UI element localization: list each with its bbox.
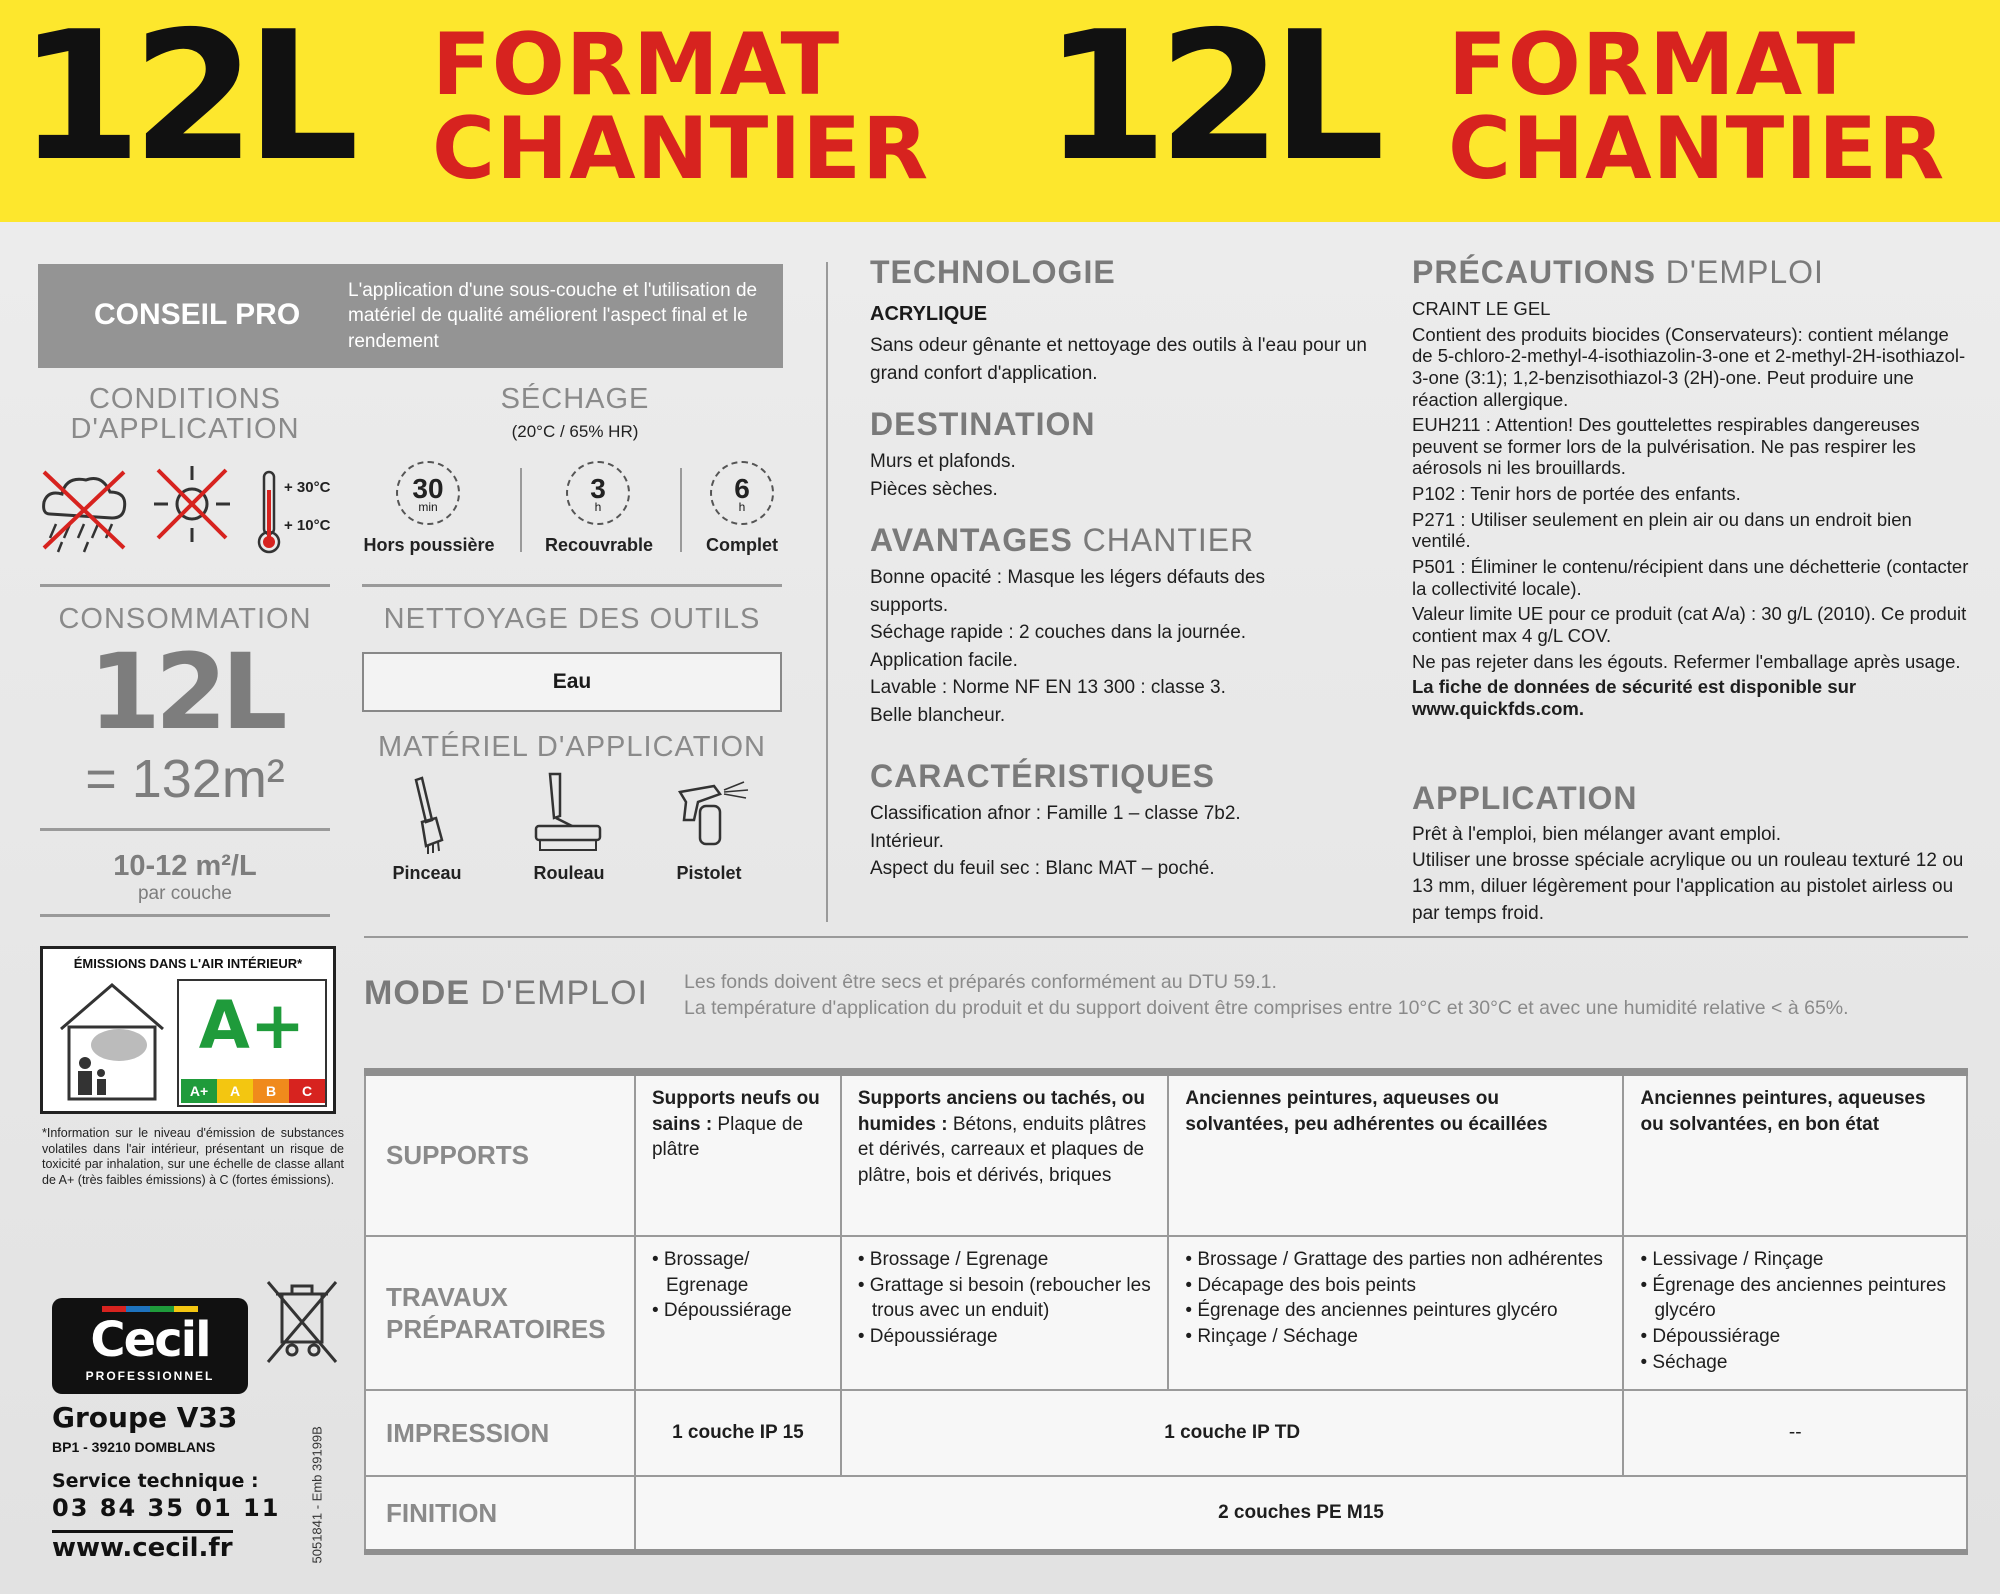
technologie-type: ACRYLIQUE bbox=[870, 303, 988, 325]
table-cell: 1 couche IP TD bbox=[841, 1390, 1624, 1476]
row-header-travaux-line2: PRÉPARATOIRES bbox=[386, 1314, 606, 1344]
table-cell: 1 couche IP 15 bbox=[635, 1390, 841, 1476]
bullet-item: • Grattage si besoin (reboucher les trous avec un enduit) bbox=[857, 1274, 1151, 1322]
cecil-logo-sub: PROFESSIONNEL bbox=[85, 1369, 215, 1383]
mode-text bbox=[684, 970, 1974, 1021]
mode-heading bbox=[364, 976, 648, 1010]
nettoyage-value-box: Eau bbox=[362, 652, 782, 712]
avantages-line: Séchage rapide : 2 couches dans la journée. bbox=[870, 622, 1247, 644]
consommation-rate: 10-12 m²/L bbox=[113, 850, 257, 882]
tool-pistolet-label: Pistolet bbox=[676, 863, 742, 883]
avantages-line: Lavable : Norme NF EN 13 300 : classe 3. bbox=[870, 677, 1226, 699]
bullet-item: • Égrenage des anciennes peintures glycéro bbox=[1640, 1274, 1947, 1322]
table-cell bbox=[1168, 1072, 1623, 1236]
table-cell bbox=[635, 1072, 841, 1236]
house-icon bbox=[57, 979, 167, 1103]
sechage-subtitle: (20°C / 65% HR) bbox=[511, 422, 639, 441]
weee-bin-icon bbox=[264, 1278, 340, 1366]
precautions-fds: La fiche de données de sécurité est disponible sur www.quickfds.com. bbox=[1412, 676, 1857, 719]
brand-group: Groupe V33 bbox=[52, 1401, 238, 1434]
drying-recoat-value: 3 bbox=[590, 473, 606, 504]
consommation-volume: 12L bbox=[88, 631, 282, 753]
destination-heading: DESTINATION bbox=[870, 406, 1096, 442]
drying-complete-label: Complet bbox=[706, 535, 778, 555]
table-cell bbox=[841, 1072, 1169, 1236]
chantier-label-left: CHANTIER bbox=[432, 99, 930, 199]
table-cell bbox=[1623, 1236, 1967, 1390]
row-header-travaux bbox=[365, 1236, 635, 1390]
divider bbox=[680, 468, 682, 552]
emissions-note: *Information sur le niveau d'émission de substances volatiles dans l'air intérieur, présentant un risque de toxicité par inhalation, sur une échelle de classe allant de A+ (très faibles émissions) à C (fortes émissions). bbox=[42, 1126, 344, 1187]
table-row bbox=[365, 1072, 1967, 1236]
scale-a: A bbox=[217, 1079, 253, 1103]
table-row bbox=[365, 1390, 1967, 1476]
top-banner bbox=[0, 0, 2000, 222]
materiel-title: MATÉRIEL D'APPLICATION bbox=[378, 731, 766, 763]
cell-bold: Anciennes peintures, aqueuses ou solvantées, en bon état bbox=[1640, 1088, 1926, 1135]
drying-recoat-unit: h bbox=[594, 500, 602, 514]
consommation-area: = 132m² bbox=[85, 749, 285, 809]
precautions-line: P271 : Utiliser seulement en plein air ou dans un endroit bien ventilé. bbox=[1412, 508, 1912, 552]
application-line: Prêt à l'emploi, bien mélanger avant emploi. bbox=[1412, 824, 1782, 845]
table-cell bbox=[635, 1236, 841, 1390]
consommation-rate-note: par couche bbox=[137, 883, 232, 904]
precautions-line: Ne pas rejeter dans les égouts. Refermer l'emballage après usage. bbox=[1412, 650, 1961, 672]
avantages-line: Application facile. bbox=[870, 649, 1018, 671]
spray-gun-icon bbox=[674, 780, 752, 850]
drying-dust-label: Hors poussière bbox=[363, 535, 495, 555]
bullet-item: • Brossage / Egrenage bbox=[857, 1249, 1049, 1270]
drying-time-complete-icon bbox=[710, 461, 774, 525]
cell-text: Bétons, enduits plâtres et dérivés, carreaux et plaques de plâtre, bois et dérivés, briques bbox=[857, 1113, 1147, 1186]
caracteristiques-line: Classification afnor : Famille 1 – classe 7b2. bbox=[870, 803, 1241, 824]
conseil-pro-box bbox=[38, 264, 783, 368]
caracteristiques-heading: CARACTÉRISTIQUES bbox=[870, 758, 1215, 794]
cell-text: Plaque de plâtre bbox=[651, 1113, 804, 1161]
bullet-item: • Décapage des bois peints bbox=[1185, 1274, 1416, 1296]
divider bbox=[364, 936, 1968, 938]
brush-icon bbox=[402, 776, 452, 856]
cell-bold: Supports anciens ou tachés, ou humides : bbox=[857, 1088, 1146, 1135]
conditions-title-line1: CONDITIONS bbox=[88, 383, 282, 415]
table-cell: -- bbox=[1623, 1390, 1967, 1476]
precautions-heading-bold: PRÉCAUTIONS bbox=[1412, 254, 1656, 290]
precautions-line: Valeur limite UE pour ce produit (cat A/a) : 30 g/L (2010). Ce produit contient max 4 g/L COV. bbox=[1412, 603, 1967, 646]
conditions-title-line2: D'APPLICATION bbox=[70, 413, 300, 446]
table-row bbox=[365, 1236, 1967, 1390]
cell-bold: Supports neufs ou sains : bbox=[651, 1088, 820, 1135]
caracteristiques-line: Intérieur. bbox=[870, 830, 944, 852]
tool-pinceau-label: Pinceau bbox=[392, 863, 462, 883]
scale-c: C bbox=[289, 1079, 325, 1103]
brand-phone: 03 84 35 01 11 bbox=[52, 1494, 281, 1522]
bullet-item: • Brossage / Grattage des parties non adhérentes bbox=[1185, 1249, 1603, 1270]
avantages-heading-light: CHANTIER bbox=[1082, 522, 1255, 558]
no-rain-icon bbox=[36, 462, 132, 558]
drying-complete-value: 6 bbox=[734, 473, 750, 504]
precautions-line: CRAINT LE GEL bbox=[1412, 298, 1551, 319]
caracteristiques-text bbox=[870, 800, 1370, 883]
divider bbox=[520, 468, 522, 552]
row-header-finition: FINITION bbox=[365, 1476, 635, 1552]
consommation-title: CONSOMMATION bbox=[58, 603, 312, 635]
divider bbox=[40, 914, 330, 917]
table-cell bbox=[1168, 1236, 1623, 1390]
precautions-line: P102 : Tenir hors de portée des enfants. bbox=[1412, 483, 1741, 505]
row-header-supports: SUPPORTS bbox=[365, 1072, 635, 1236]
emissions-label bbox=[40, 946, 336, 1114]
precautions-line: EUH211 : Attention! Des gouttelettes respirables dangereuses peuvent se former lors de la pulvérisation. Ne pas respirer les aérosols ni les brouillards. bbox=[1412, 414, 1920, 479]
mode-heading-light: D'EMPLOI bbox=[480, 974, 648, 1012]
temp-min: + 10°C bbox=[284, 517, 331, 534]
table-cell: 2 couches PE M15 bbox=[635, 1476, 1967, 1552]
drying-dust-value: 30 bbox=[412, 473, 444, 504]
brand-address: BP1 - 39210 DOMBLANS bbox=[52, 1439, 216, 1455]
emissions-grade: A+ bbox=[198, 987, 306, 1064]
drying-complete-unit: h bbox=[738, 500, 746, 514]
roller-icon bbox=[532, 772, 604, 856]
conseil-pro-title: CONSEIL PRO bbox=[94, 298, 301, 331]
mode-heading-bold: MODE bbox=[364, 974, 470, 1012]
row-header-impression: IMPRESSION bbox=[365, 1390, 635, 1476]
application-text bbox=[1412, 822, 1978, 927]
scale-b: B bbox=[253, 1079, 289, 1103]
tool-rouleau-label: Rouleau bbox=[533, 863, 605, 883]
divider bbox=[40, 828, 330, 831]
avantages-heading bbox=[870, 524, 1254, 556]
precautions-heading bbox=[1412, 256, 1824, 288]
caracteristiques-line: Aspect du feuil sec : Blanc MAT – poché. bbox=[870, 858, 1215, 880]
cell-bold: Anciennes peintures, aqueuses ou solvantées, peu adhérentes ou écaillées bbox=[1185, 1088, 1548, 1135]
bullet-item: • Égrenage des anciennes peintures glycéro bbox=[1185, 1300, 1558, 1322]
no-sun-icon bbox=[150, 462, 234, 546]
precautions-line: Contient des produits biocides (Conservateurs): contient mélange de 5-chloro-2-methyl-4-isothiazolin-3-one et 2-methyl-2H-isothiazol-3-one (3:1); 1,2-benzisothiazol-3 (2H)-one. Peut produire une réaction allergique. bbox=[1412, 323, 1966, 410]
sechage-title: SÉCHAGE bbox=[500, 383, 650, 415]
bullet-item: • Rinçage / Séchage bbox=[1185, 1325, 1358, 1347]
divider bbox=[362, 584, 782, 587]
temp-max: + 30°C bbox=[284, 479, 331, 496]
row-header-travaux-line1: TRAVAUX bbox=[386, 1281, 508, 1312]
destination-text bbox=[870, 448, 1370, 503]
nettoyage-title: NETTOYAGE DES OUTILS bbox=[383, 603, 761, 635]
bullet-item: • Dépoussiérage bbox=[651, 1300, 792, 1322]
table-row bbox=[365, 1476, 1967, 1552]
thermometer-icon bbox=[256, 470, 282, 556]
format-label-left: FORMAT bbox=[432, 15, 841, 115]
barcode-code: 5051841 - Emb 39199B bbox=[309, 1426, 325, 1564]
destination-line: Pièces sèches. bbox=[870, 478, 998, 500]
drying-time-dust-icon bbox=[396, 461, 460, 525]
emissions-title: ÉMISSIONS DANS L'AIR INTÉRIEUR* bbox=[73, 956, 303, 971]
cecil-logo bbox=[52, 1298, 248, 1394]
chantier-label-right: CHANTIER bbox=[1448, 99, 1946, 199]
precautions-line: P501 : Éliminer le contenu/récipient dans une déchetterie (contacter la collectivité locale). bbox=[1412, 556, 1969, 599]
mode-emploi-table bbox=[364, 1068, 1968, 1555]
application-heading: APPLICATION bbox=[1412, 780, 1638, 816]
application-line: Utiliser une brosse spéciale acrylique ou un rouleau texturé 12 ou 13 mm, diluer légèrement pour l'application au pistolet airless ou par temps froid. bbox=[1412, 850, 1964, 924]
drying-recoat-label: Recouvrable bbox=[544, 535, 654, 555]
cecil-logo-name: Cecil bbox=[90, 1312, 210, 1368]
drying-time-recoat-icon bbox=[566, 461, 630, 525]
brand-url: www.cecil.fr bbox=[52, 1530, 233, 1561]
avantages-heading-bold: AVANTAGES bbox=[870, 522, 1073, 558]
technologie-text: Sans odeur gênante et nettoyage des outils à l'eau pour un grand confort d'application. bbox=[870, 335, 1367, 384]
technologie-heading: TECHNOLOGIE bbox=[870, 254, 1116, 290]
avantages-line: Belle blancheur. bbox=[870, 704, 1006, 726]
mode-line: La température d'application du produit et du support doivent être comprises entre 10°C et 30°C et avec une humidité relative < à 65%. bbox=[684, 996, 1849, 1019]
grade-box bbox=[177, 979, 327, 1107]
avantages-line: Bonne opacité : Masque les légers défauts des supports. bbox=[870, 567, 1266, 616]
drying-dust-unit: min bbox=[418, 500, 438, 514]
bullet-item: • Lessivage / Rinçage bbox=[1640, 1249, 1824, 1270]
table-cell bbox=[841, 1236, 1169, 1390]
format-label-right: FORMAT bbox=[1448, 15, 1857, 115]
bullet-item: • Dépoussiérage bbox=[857, 1325, 998, 1347]
bullet-item: • Séchage bbox=[1640, 1351, 1728, 1373]
bullet-item: • Dépoussiérage bbox=[1640, 1325, 1781, 1347]
brand-service-label: Service technique : bbox=[52, 1470, 259, 1492]
conditions-title bbox=[40, 384, 330, 445]
conseil-pro-text: L'application d'une sous-couche et l'utilisation de matériel de qualité améliorent l'aspect final et le rendement bbox=[348, 280, 758, 352]
avantages-text bbox=[870, 564, 1310, 729]
bullet-item: • Brossage/ Egrenage bbox=[651, 1249, 750, 1296]
precautions-text bbox=[1412, 298, 1972, 724]
scale-a-plus: A+ bbox=[181, 1079, 217, 1103]
volume-large-right: 12L bbox=[1044, 0, 1376, 200]
volume-large-left: 12L bbox=[18, 0, 350, 200]
precautions-heading-light: D'EMPLOI bbox=[1665, 254, 1824, 290]
destination-line: Murs et plafonds. bbox=[870, 451, 1016, 472]
divider bbox=[40, 584, 330, 587]
mode-line: Les fonds doivent être secs et préparés conformément au DTU 59.1. bbox=[684, 971, 1277, 993]
vertical-divider bbox=[826, 262, 828, 922]
table-cell bbox=[1623, 1072, 1967, 1236]
